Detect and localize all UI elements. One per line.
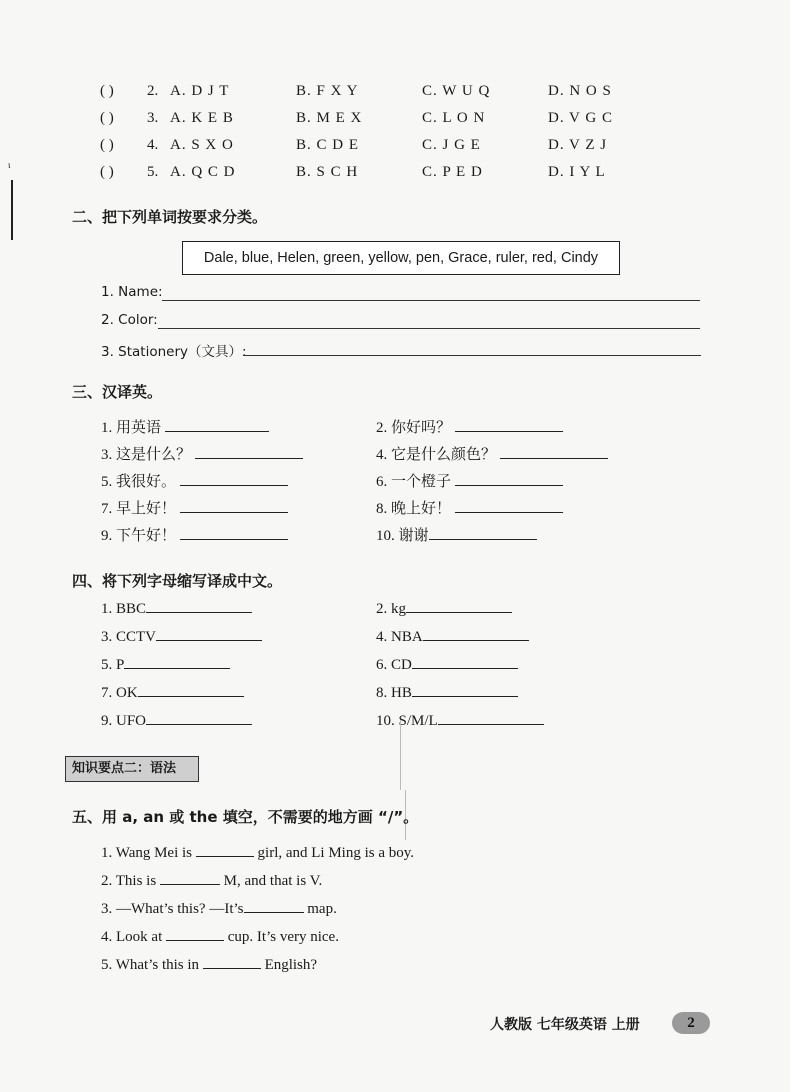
- page-number: 2: [672, 1012, 710, 1034]
- abbr-item: 9. UFO: [101, 710, 252, 730]
- answer-blank[interactable]: [203, 954, 261, 969]
- answer-blank[interactable]: [412, 654, 518, 669]
- answer-blank[interactable]: [455, 498, 563, 513]
- option-c: C. W U Q: [422, 83, 491, 99]
- question-number: 3.: [147, 110, 159, 126]
- margin-tick-mark: ι: [8, 160, 11, 170]
- abbr-item: 4. NBA: [376, 626, 529, 646]
- answer-blank[interactable]: [455, 471, 563, 486]
- answer-paren[interactable]: ( ): [100, 83, 114, 99]
- option-c: C. L O N: [422, 110, 486, 126]
- abbr-item: 10. S/M/L: [376, 710, 544, 730]
- translate-item: 9. 下午好！: [101, 524, 288, 545]
- translate-item: 8. 晚上好！: [376, 497, 563, 518]
- section-4-heading: 四、将下列字母缩写译成中文。: [72, 572, 283, 590]
- question-number: 5.: [147, 164, 159, 180]
- abbr-item: 3. CCTV: [101, 626, 262, 646]
- option-a: A. Q C D: [170, 164, 236, 180]
- option-a: A. D J T: [170, 83, 230, 99]
- answer-blank[interactable]: [500, 444, 608, 459]
- fill-item: 3. —What’s this? —It’s map.: [101, 898, 337, 918]
- answer-paren[interactable]: ( ): [100, 137, 114, 153]
- scan-fold-line: [400, 720, 401, 790]
- answer-blank[interactable]: [160, 870, 220, 885]
- option-d: D. V G C: [548, 110, 613, 126]
- answer-blank[interactable]: [412, 682, 518, 697]
- answer-blank[interactable]: [195, 444, 303, 459]
- translate-item: 1. 用英语: [101, 416, 269, 437]
- translate-item: 10. 谢谢: [376, 524, 537, 545]
- option-c: C. P E D: [422, 164, 483, 180]
- fill-item: 4. Look at cup. It’s very nice.: [101, 926, 339, 946]
- section-3-heading: 三、汉译英。: [72, 383, 163, 401]
- answer-blank[interactable]: [180, 471, 288, 486]
- margin-binding-bar: [11, 180, 13, 240]
- option-b: B. M E X: [296, 110, 363, 126]
- option-c: C. J G E: [422, 137, 481, 153]
- knowledge-point-banner: 知识要点二：语法: [65, 756, 199, 782]
- option-b: B. S C H: [296, 164, 359, 180]
- fill-item: 5. What’s this in English?: [101, 954, 317, 974]
- answer-blank[interactable]: [165, 417, 269, 432]
- section-2-heading: 二、把下列单词按要求分类。: [72, 208, 268, 226]
- answer-blank[interactable]: [406, 598, 512, 613]
- answer-blank[interactable]: [124, 654, 230, 669]
- classify-answer-line[interactable]: [243, 355, 701, 356]
- option-d: D. V Z J: [548, 137, 608, 153]
- translate-item: 6. 一个橙子: [376, 470, 563, 491]
- option-d: D. I Y L: [548, 164, 606, 180]
- translate-item: 2. 你好吗？: [376, 416, 563, 437]
- abbr-item: 7. OK: [101, 682, 244, 702]
- option-a: A. S X O: [170, 137, 234, 153]
- answer-blank[interactable]: [196, 842, 254, 857]
- answer-blank[interactable]: [146, 710, 252, 725]
- answer-blank[interactable]: [423, 626, 529, 641]
- translate-item: 7. 早上好！: [101, 497, 288, 518]
- fill-item: 2. This is M, and that is V.: [101, 870, 322, 890]
- option-a: A. K E B: [170, 110, 234, 126]
- abbr-item: 1. BBC: [101, 598, 252, 618]
- abbr-item: 8. HB: [376, 682, 518, 702]
- translate-item: 5. 我很好。: [101, 470, 288, 491]
- section-5-heading: 五、用 a, an 或 the 填空，不需要的地方画 “/”。: [72, 808, 419, 826]
- answer-blank[interactable]: [429, 525, 537, 540]
- classify-label-color: 2. Color:: [101, 312, 158, 328]
- answer-blank[interactable]: [455, 417, 563, 432]
- translate-item: 3. 这是什么？: [101, 443, 303, 464]
- classify-answer-line[interactable]: [158, 328, 700, 329]
- answer-blank[interactable]: [146, 598, 252, 613]
- answer-blank[interactable]: [138, 682, 244, 697]
- answer-blank[interactable]: [438, 710, 544, 725]
- answer-paren[interactable]: ( ): [100, 164, 114, 180]
- answer-blank[interactable]: [180, 498, 288, 513]
- classify-label-name: 1. Name:: [101, 284, 163, 300]
- abbr-item: 5. P: [101, 654, 230, 674]
- answer-blank[interactable]: [166, 926, 224, 941]
- question-number: 4.: [147, 137, 159, 153]
- abbr-item: 2. kg: [376, 598, 512, 618]
- option-b: B. F X Y: [296, 83, 359, 99]
- option-b: B. C D E: [296, 137, 360, 153]
- answer-blank[interactable]: [156, 626, 262, 641]
- abbr-item: 6. CD: [376, 654, 518, 674]
- classify-label-stationery: 3. Stationery（文具）:: [101, 344, 247, 360]
- word-bank-box: Dale, blue, Helen, green, yellow, pen, Grace, ruler, red, Cindy: [182, 241, 620, 275]
- classify-answer-line[interactable]: [162, 300, 700, 301]
- option-d: D. N O S: [548, 83, 612, 99]
- translate-item: 4. 它是什么颜色？: [376, 443, 608, 464]
- answer-paren[interactable]: ( ): [100, 110, 114, 126]
- question-number: 2.: [147, 83, 159, 99]
- footer-book-title: 人教版 七年级英语 上册: [490, 1017, 640, 1033]
- answer-blank[interactable]: [244, 898, 304, 913]
- fill-item: 1. Wang Mei is girl, and Li Ming is a boy.: [101, 842, 414, 862]
- answer-blank[interactable]: [180, 525, 288, 540]
